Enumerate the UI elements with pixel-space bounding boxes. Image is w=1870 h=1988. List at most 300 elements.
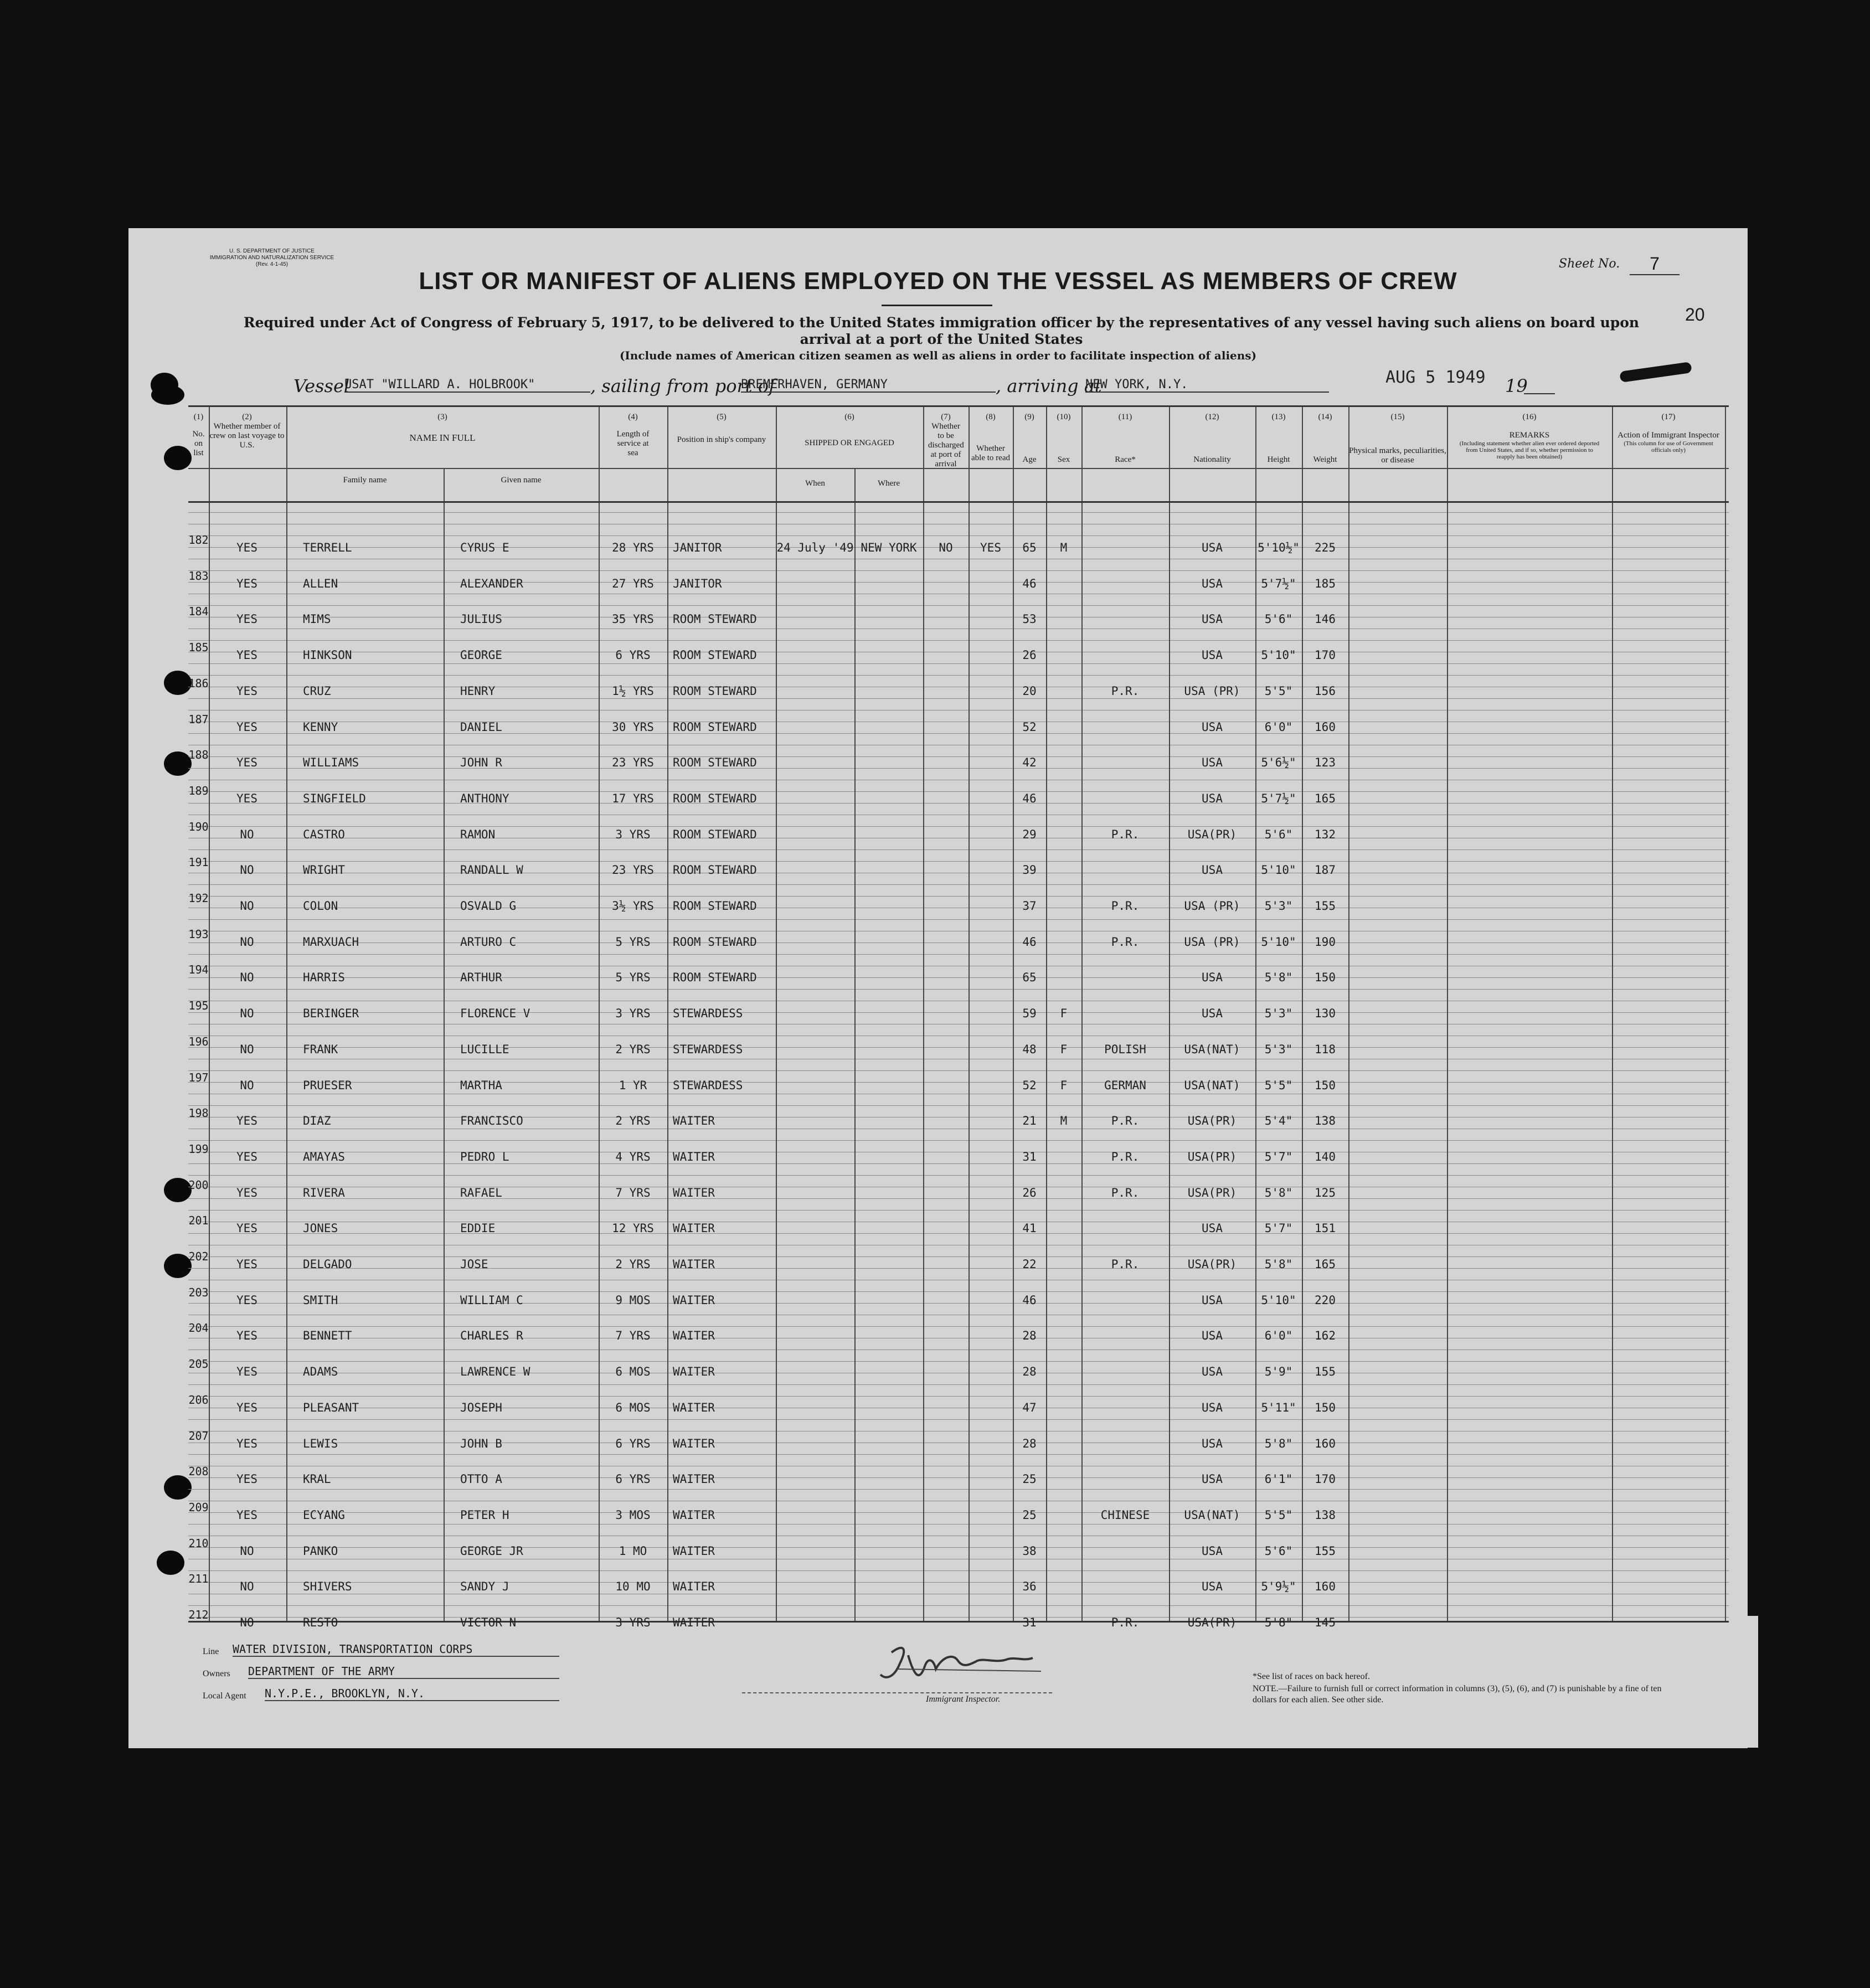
weight: 130 xyxy=(1315,1007,1336,1021)
col15-header: (15) Physical marks, peculiarities, or disease xyxy=(1349,413,1446,465)
given-name: HENRY xyxy=(460,684,496,698)
position: JANITOR xyxy=(673,576,722,590)
age: 53 xyxy=(1022,612,1037,626)
weight: 150 xyxy=(1315,971,1336,985)
length-of-service: 3 MOS xyxy=(615,1508,651,1522)
crew-last-voyage: YES xyxy=(236,1400,257,1414)
age: 46 xyxy=(1022,791,1037,805)
family-name: ADAMS xyxy=(303,1365,338,1379)
family-name: COLON xyxy=(303,899,338,913)
name-subheader-rule xyxy=(286,468,599,469)
row-number: 200 xyxy=(188,1178,209,1192)
row-number: 196 xyxy=(188,1034,209,1048)
punch-hole xyxy=(164,1254,192,1278)
given-name: DANIEL xyxy=(460,720,502,734)
age: 52 xyxy=(1022,720,1037,734)
given-name: LUCILLE xyxy=(460,1042,509,1056)
position: WAITER xyxy=(673,1150,715,1163)
row-number: 189 xyxy=(188,784,209,797)
race: P.R. xyxy=(1111,935,1140,949)
length-of-service: 6 MOS xyxy=(615,1400,651,1414)
position: ROOM STEWARD xyxy=(673,971,757,985)
ruled-line xyxy=(188,512,1729,513)
length-of-service: 3 YRS xyxy=(615,827,651,841)
row-number: 195 xyxy=(188,999,209,1013)
length-of-service: 6 YRS xyxy=(615,1472,651,1486)
nationality: USA xyxy=(1202,1400,1223,1414)
age: 26 xyxy=(1022,1186,1037,1199)
table-row xyxy=(188,605,1725,641)
table-row xyxy=(188,1572,1725,1608)
length-of-service: 3 YRS xyxy=(615,1007,651,1021)
col3-header: (3) NAME IN FULL xyxy=(409,413,476,443)
nationality: USA xyxy=(1202,720,1223,734)
col16-header: (16) REMARKS (Including statement whether alien ever ordered deported from United States, and if so, whether permission to reapply has been obtained) xyxy=(1459,413,1600,460)
col5-header: (5) Position in ship's company xyxy=(677,413,766,444)
family-name: ALLEN xyxy=(303,576,338,590)
row-number: 191 xyxy=(188,856,209,869)
height: 5'10" xyxy=(1261,935,1296,949)
act-of-congress-note: Required under Act of Congress of February 5, 1917, to be delivered to the United States immigration officer by the representatives of any vessel having such aliens on board upon arrival at a port of the United States xyxy=(243,315,1640,347)
table-row xyxy=(188,928,1725,964)
sailing-port: BREMERHAVEN, GERMANY xyxy=(741,378,996,393)
crew-last-voyage: YES xyxy=(236,1472,257,1486)
age: 29 xyxy=(1022,827,1037,841)
family-name: BENNETT xyxy=(303,1329,352,1343)
row-number: 190 xyxy=(188,820,209,833)
given-name: WILLIAM C xyxy=(460,1293,523,1307)
crew-last-voyage: YES xyxy=(236,1222,257,1235)
weight: 165 xyxy=(1315,1258,1336,1271)
nationality: USA(NAT) xyxy=(1184,1508,1240,1522)
age: 42 xyxy=(1022,756,1037,770)
given-name: JOHN R xyxy=(460,756,502,770)
position: ROOM STEWARD xyxy=(673,899,757,913)
length-of-service: 6 MOS xyxy=(615,1365,651,1379)
weight: 138 xyxy=(1315,1508,1336,1522)
shipped-where-header: Where xyxy=(878,479,900,488)
race: P.R. xyxy=(1111,1258,1140,1271)
length-of-service: 4 YRS xyxy=(615,1150,651,1163)
position: WAITER xyxy=(673,1472,715,1486)
family-name: AMAYAS xyxy=(303,1150,345,1163)
row-number: 193 xyxy=(188,927,209,941)
row-number: 212 xyxy=(188,1608,209,1621)
position: ROOM STEWARD xyxy=(673,756,757,770)
table-row xyxy=(188,892,1725,928)
table-row xyxy=(188,1071,1725,1107)
position: ROOM STEWARD xyxy=(673,863,757,877)
given-name: PEDRO L xyxy=(460,1150,509,1163)
weight: 160 xyxy=(1315,1436,1336,1450)
crew-last-voyage: NO xyxy=(240,1007,254,1021)
race: P.R. xyxy=(1111,899,1140,913)
col7-header: (7) Whether to be discharged at port of arrival xyxy=(928,413,964,468)
age: 28 xyxy=(1022,1365,1037,1379)
col8-header: (8) Whether able to read xyxy=(971,413,1010,462)
height: 5'5" xyxy=(1264,1078,1293,1092)
position: WAITER xyxy=(673,1114,715,1128)
position: WAITER xyxy=(673,1580,715,1594)
weight: 155 xyxy=(1315,899,1336,913)
owners-value: DEPARTMENT OF THE ARMY xyxy=(248,1665,559,1679)
weight: 165 xyxy=(1315,791,1336,805)
punch-hole xyxy=(164,446,192,470)
position: ROOM STEWARD xyxy=(673,648,757,662)
crew-last-voyage: YES xyxy=(236,756,257,770)
family-name: BERINGER xyxy=(303,1007,359,1021)
given-name: JOSE xyxy=(460,1258,488,1271)
nationality: USA(PR) xyxy=(1187,827,1237,841)
family-name: RESTO xyxy=(303,1616,338,1629)
weight: 162 xyxy=(1315,1329,1336,1343)
age: 46 xyxy=(1022,1293,1037,1307)
row-number: 198 xyxy=(188,1106,209,1120)
title-rule xyxy=(882,305,992,306)
weight: 145 xyxy=(1315,1616,1336,1629)
sailing-label: , sailing from port of xyxy=(590,375,775,396)
family-name: KENNY xyxy=(303,720,338,734)
race: CHINESE xyxy=(1100,1508,1150,1522)
given-name: FLORENCE V xyxy=(460,1007,530,1021)
weight: 138 xyxy=(1315,1114,1336,1128)
nationality: USA(PR) xyxy=(1187,1150,1237,1163)
punch-hole xyxy=(164,751,192,776)
position: ROOM STEWARD xyxy=(673,827,757,841)
height: 5'4" xyxy=(1264,1114,1293,1128)
race: P.R. xyxy=(1111,1114,1140,1128)
age: 52 xyxy=(1022,1078,1037,1092)
crew-last-voyage: YES xyxy=(236,541,257,554)
height: 5'6" xyxy=(1264,612,1293,626)
crew-last-voyage: NO xyxy=(240,971,254,985)
height: 5'8" xyxy=(1264,971,1293,985)
row-number: 203 xyxy=(188,1285,209,1299)
nationality: USA xyxy=(1202,576,1223,590)
given-name: OSVALD G xyxy=(460,899,517,913)
crew-last-voyage: YES xyxy=(236,1436,257,1450)
family-name: ECYANG xyxy=(303,1508,345,1522)
weight: 220 xyxy=(1315,1293,1336,1307)
given-name-header: Given name xyxy=(501,476,542,485)
position: WAITER xyxy=(673,1508,715,1522)
row-number: 183 xyxy=(188,569,209,583)
given-name: ALEXANDER xyxy=(460,576,523,590)
crew-last-voyage: YES xyxy=(236,612,257,626)
position: STEWARDESS xyxy=(673,1078,743,1092)
weight: 151 xyxy=(1315,1222,1336,1235)
col14-header: (14) Weight xyxy=(1313,413,1337,464)
length-of-service: 2 YRS xyxy=(615,1258,651,1271)
family-name: HARRIS xyxy=(303,971,345,985)
nationality: USA xyxy=(1202,1436,1223,1450)
weight: 156 xyxy=(1315,684,1336,698)
shipped-subheader-rule xyxy=(776,468,923,469)
weight: 155 xyxy=(1315,1544,1336,1558)
length-of-service: 27 YRS xyxy=(612,576,654,590)
height: 5'5" xyxy=(1264,1508,1293,1522)
given-name: OTTO A xyxy=(460,1472,502,1486)
length-of-service: 7 YRS xyxy=(615,1329,651,1343)
col2-header: (2) Whether member of crew on last voyage to U.S. xyxy=(209,413,285,450)
family-name: CRUZ xyxy=(303,684,331,698)
table-row xyxy=(188,1035,1725,1071)
row-number: 192 xyxy=(188,892,209,905)
sex: M xyxy=(1060,541,1068,554)
nationality: USA xyxy=(1202,648,1223,662)
age: 65 xyxy=(1022,541,1037,554)
nationality: USA(NAT) xyxy=(1184,1042,1240,1056)
shipped-where: NEW YORK xyxy=(861,541,917,554)
local-agent-label: Local Agent xyxy=(203,1691,246,1701)
table-row xyxy=(188,784,1725,820)
length-of-service: 3 YRS xyxy=(615,1616,651,1629)
age: 28 xyxy=(1022,1329,1037,1343)
nationality: USA (PR) xyxy=(1184,899,1240,913)
given-name: RANDALL W xyxy=(460,863,523,877)
length-of-service: 35 YRS xyxy=(612,612,654,626)
age: 26 xyxy=(1022,648,1037,662)
given-name: ANTHONY xyxy=(460,791,509,805)
col4-header: (4) Length of service at sea xyxy=(616,413,650,457)
year-underline xyxy=(1524,393,1555,394)
row-number: 194 xyxy=(188,963,209,977)
sex: F xyxy=(1060,1007,1068,1021)
weight: 187 xyxy=(1315,863,1336,877)
inspector-label: Immigrant Inspector. xyxy=(926,1695,1001,1704)
row-number: 187 xyxy=(188,712,209,726)
col12-header: (12) Nationality xyxy=(1193,413,1231,464)
height: 5'10" xyxy=(1261,1293,1296,1307)
race: P.R. xyxy=(1111,1150,1140,1163)
table-row xyxy=(188,1537,1725,1573)
crew-last-voyage: YES xyxy=(236,1365,257,1379)
length-of-service: 7 YRS xyxy=(615,1186,651,1199)
table-row xyxy=(188,1142,1725,1178)
arriving-label: , arriving at xyxy=(996,375,1102,396)
length-of-service: 23 YRS xyxy=(612,756,654,770)
position: STEWARDESS xyxy=(673,1042,743,1056)
nationality: USA xyxy=(1202,1007,1223,1021)
crew-last-voyage: NO xyxy=(240,1042,254,1056)
height: 5'10" xyxy=(1261,863,1296,877)
crew-last-voyage: YES xyxy=(236,720,257,734)
nationality: USA (PR) xyxy=(1184,684,1240,698)
height: 5'8" xyxy=(1264,1258,1293,1271)
discharged: NO xyxy=(939,541,953,554)
crew-last-voyage: YES xyxy=(236,791,257,805)
nationality: USA(PR) xyxy=(1187,1114,1237,1128)
col11-header: (11) Race* xyxy=(1115,413,1136,464)
owners-label: Owners xyxy=(203,1669,230,1678)
col9-header: (9) Age xyxy=(1022,413,1037,464)
family-name: SMITH xyxy=(303,1293,338,1307)
height: 5'11" xyxy=(1261,1400,1296,1414)
family-name: PLEASANT xyxy=(303,1400,359,1414)
shipped-when: 24 July '49 xyxy=(776,541,854,554)
table-row xyxy=(188,1393,1725,1429)
height: 5'7" xyxy=(1264,1150,1293,1163)
col1-header: (1) No. on list xyxy=(192,413,205,457)
fine-note: NOTE.—Failure to furnish full or correct information in columns (3), (5), (6), and (7) is punishable by a fine of ten dollars for each alien. See other side. xyxy=(1253,1684,1662,1704)
table-row xyxy=(188,1250,1725,1286)
weight: 155 xyxy=(1315,1365,1336,1379)
crew-last-voyage: NO xyxy=(240,1580,254,1594)
given-name: ARTHUR xyxy=(460,971,502,985)
row-number: 202 xyxy=(188,1250,209,1263)
nationality: USA xyxy=(1202,541,1223,554)
table-row xyxy=(188,963,1725,999)
weight: 118 xyxy=(1315,1042,1336,1056)
age: 28 xyxy=(1022,1436,1037,1450)
able-to-read: YES xyxy=(980,541,1001,554)
height: 6'0" xyxy=(1264,1329,1293,1343)
col6-header: (6) SHIPPED OR ENGAGED xyxy=(805,413,894,447)
length-of-service: 23 YRS xyxy=(612,863,654,877)
local-agent-value: N.Y.P.E., BROOKLYN, N.Y. xyxy=(265,1687,559,1701)
length-of-service: 1 MO xyxy=(619,1544,647,1558)
row-number: 185 xyxy=(188,641,209,655)
position: WAITER xyxy=(673,1293,715,1307)
given-name: VICTOR N xyxy=(460,1616,517,1629)
height: 5'10" xyxy=(1261,648,1296,662)
position: ROOM STEWARD xyxy=(673,612,757,626)
position: JANITOR xyxy=(673,541,722,554)
family-name: CASTRO xyxy=(303,827,345,841)
row-number: 182 xyxy=(188,533,209,547)
crew-last-voyage: NO xyxy=(240,1544,254,1558)
height: 5'3" xyxy=(1264,899,1293,913)
age: 65 xyxy=(1022,971,1037,985)
weight: 160 xyxy=(1315,720,1336,734)
row-number: 199 xyxy=(188,1142,209,1156)
age: 36 xyxy=(1022,1580,1037,1594)
given-name: JULIUS xyxy=(460,612,502,626)
family-name: SINGFIELD xyxy=(303,791,366,805)
position: ROOM STEWARD xyxy=(673,684,757,698)
crew-last-voyage: YES xyxy=(236,648,257,662)
crew-last-voyage: NO xyxy=(240,935,254,949)
position: WAITER xyxy=(673,1222,715,1235)
crew-last-voyage: YES xyxy=(236,684,257,698)
family-name: SHIVERS xyxy=(303,1580,352,1594)
race: P.R. xyxy=(1111,1616,1140,1629)
sheet-number-value: 7 xyxy=(1630,254,1680,275)
race: P.R. xyxy=(1111,1186,1140,1199)
weight: 190 xyxy=(1315,935,1336,949)
nationality: USA xyxy=(1202,1544,1223,1558)
nationality: USA xyxy=(1202,1222,1223,1235)
weight: 123 xyxy=(1315,756,1336,770)
weight: 225 xyxy=(1315,541,1336,554)
nationality: USA(PR) xyxy=(1187,1186,1237,1199)
age: 21 xyxy=(1022,1114,1037,1128)
position: STEWARDESS xyxy=(673,1007,743,1021)
family-name: MIMS xyxy=(303,612,331,626)
column-rule xyxy=(1725,407,1726,1621)
given-name: RAFAEL xyxy=(460,1186,502,1199)
header-bottom-rule xyxy=(188,501,1729,503)
col17-header: (17) Action of Immigrant Inspector (This column for use of Government officials only) xyxy=(1617,413,1719,454)
height: 5'3" xyxy=(1264,1007,1293,1021)
given-name: CYRUS E xyxy=(460,541,509,554)
height: 5'6" xyxy=(1264,827,1293,841)
nationality: USA(NAT) xyxy=(1184,1078,1240,1092)
sex: F xyxy=(1060,1042,1068,1056)
height: 5'5" xyxy=(1264,684,1293,698)
family-name: JONES xyxy=(303,1222,338,1235)
length-of-service: 17 YRS xyxy=(612,791,654,805)
family-name: PRUESER xyxy=(303,1078,352,1092)
row-number: 188 xyxy=(188,748,209,762)
table-row xyxy=(188,1178,1725,1214)
position: WAITER xyxy=(673,1329,715,1343)
row-number: 186 xyxy=(188,676,209,690)
row-number: 211 xyxy=(188,1572,209,1586)
length-of-service: 9 MOS xyxy=(615,1293,651,1307)
race: P.R. xyxy=(1111,827,1140,841)
weight: 132 xyxy=(1315,827,1336,841)
given-name: GEORGE xyxy=(460,648,502,662)
position: WAITER xyxy=(673,1616,715,1629)
age: 48 xyxy=(1022,1042,1037,1056)
arrival-date-stamp: AUG 5 1949 xyxy=(1385,368,1486,387)
page-mark: 20 xyxy=(1685,305,1705,325)
given-name: GEORGE JR xyxy=(460,1544,523,1558)
position: ROOM STEWARD xyxy=(673,791,757,805)
row-number: 201 xyxy=(188,1214,209,1228)
weight: 150 xyxy=(1315,1078,1336,1092)
arriving-port: NEW YORK, N.Y. xyxy=(1085,378,1329,393)
table-row xyxy=(188,1106,1725,1142)
punch-hole xyxy=(157,1551,184,1575)
length-of-service: 2 YRS xyxy=(615,1042,651,1056)
weight: 146 xyxy=(1315,612,1336,626)
age: 39 xyxy=(1022,863,1037,877)
vessel-label: Vessel xyxy=(293,375,350,396)
length-of-service: 12 YRS xyxy=(612,1222,654,1235)
family-name: MARXUACH xyxy=(303,935,359,949)
age: 37 xyxy=(1022,899,1037,913)
position: WAITER xyxy=(673,1186,715,1199)
nationality: USA xyxy=(1202,756,1223,770)
punch-hole xyxy=(164,1475,192,1500)
given-name: PETER H xyxy=(460,1508,509,1522)
family-name: HINKSON xyxy=(303,648,352,662)
age: 38 xyxy=(1022,1544,1037,1558)
row-number: 208 xyxy=(188,1465,209,1479)
height: 6'0" xyxy=(1264,720,1293,734)
row-number: 209 xyxy=(188,1500,209,1514)
nationality: USA xyxy=(1202,612,1223,626)
weight: 170 xyxy=(1315,1472,1336,1486)
family-name: PANKO xyxy=(303,1544,338,1558)
row-number: 184 xyxy=(188,605,209,619)
table-row xyxy=(188,641,1725,677)
table-row xyxy=(188,1465,1725,1501)
race: POLISH xyxy=(1104,1042,1146,1056)
punch-hole xyxy=(164,1178,192,1202)
table-row xyxy=(188,820,1725,856)
height: 6'1" xyxy=(1264,1472,1293,1486)
nationality: USA xyxy=(1202,1580,1223,1594)
length-of-service: 1½ YRS xyxy=(612,684,654,698)
given-name: SANDY J xyxy=(460,1580,509,1594)
nationality: USA (PR) xyxy=(1184,935,1240,949)
table-row xyxy=(188,1501,1725,1537)
position: WAITER xyxy=(673,1400,715,1414)
line-value: WATER DIVISION, TRANSPORTATION CORPS xyxy=(233,1642,559,1657)
